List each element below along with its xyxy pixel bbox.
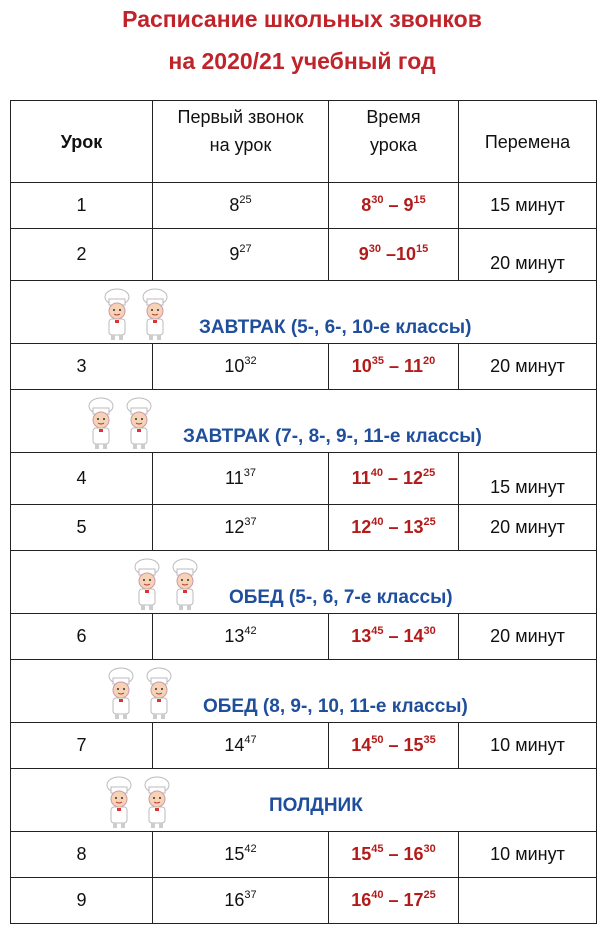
break-row-breakfast-1 (11, 281, 597, 344)
table-row (11, 453, 597, 505)
break-cell (11, 390, 597, 453)
title-line-1: Расписание школьных звонков (122, 6, 482, 32)
break-duration: 20 минут (459, 614, 597, 660)
first-bell-time: $13^{42}$ (153, 614, 329, 660)
title-line-2: на 2020/21 учебный год (168, 48, 436, 74)
break-cell (11, 281, 597, 344)
break-duration (459, 878, 597, 924)
header-lesson: Урок (11, 101, 153, 183)
lesson-number: 4 (11, 453, 153, 505)
first-bell-time: $12^{37}$ (153, 505, 329, 551)
break-label: ЗАВТРАК (5-, 6-, 10-е классы) (199, 317, 472, 338)
chefs-icon (129, 557, 209, 611)
table-row (11, 723, 597, 769)
table-row (11, 878, 597, 924)
break-row-lunch-1 (11, 551, 597, 614)
break-duration: 15 минут (459, 453, 597, 505)
first-bell-time: $10^{32}$ (153, 344, 329, 390)
header-first-bell: Первый звонок на урок (153, 101, 329, 183)
lesson-time: $15^{45} - 16^{30}$ (329, 832, 459, 878)
table-row (11, 832, 597, 878)
lesson-time: $16^{40} - 17^{25}$ (329, 878, 459, 924)
break-duration: 20 минут (459, 229, 597, 281)
first-bell-time: $15^{42}$ (153, 832, 329, 878)
lesson-time: $13^{45} - 14^{30}$ (329, 614, 459, 660)
table-row (11, 183, 597, 229)
break-duration: 10 минут (459, 832, 597, 878)
table-row (11, 229, 597, 281)
break-row-snack (11, 769, 597, 832)
break-label: ЗАВТРАК (7-, 8-, 9-, 11-е классы) (183, 426, 482, 447)
lesson-number: 7 (11, 723, 153, 769)
lesson-time: $10^{35} - 11^{20}$ (329, 344, 459, 390)
lesson-number: 1 (11, 183, 153, 229)
break-duration: 20 минут (459, 344, 597, 390)
lesson-time: $12^{40} - 13^{25}$ (329, 505, 459, 551)
lesson-number: 3 (11, 344, 153, 390)
lesson-number: 8 (11, 832, 153, 878)
first-bell-time: $11^{37}$ (153, 453, 329, 505)
break-label: ПОЛДНИК (269, 795, 363, 816)
break-label: ОБЕД (8, 9-, 10, 11-е классы) (203, 696, 468, 717)
header-lesson-time: Время урока (329, 101, 459, 183)
table-row (11, 614, 597, 660)
lesson-time: $9^{30}$ $-10^{15}$ (329, 229, 459, 281)
chefs-icon (83, 396, 163, 450)
chefs-icon (99, 287, 179, 341)
break-duration: 15 минут (459, 183, 597, 229)
lesson-number: 6 (11, 614, 153, 660)
table-header-row (11, 101, 597, 183)
first-bell-time: $16^{37}$ (153, 878, 329, 924)
lesson-number: 9 (11, 878, 153, 924)
bell-schedule-table (10, 100, 597, 924)
break-label: ОБЕД (5-, 6, 7-е классы) (229, 587, 453, 608)
break-cell (11, 769, 597, 832)
break-row-breakfast-2 (11, 390, 597, 453)
first-bell-time: $8^{25}$ (153, 183, 329, 229)
chefs-icon (103, 666, 183, 720)
lesson-time: $11^{40} - 12^{25}$ (329, 453, 459, 505)
first-bell-time: $9^{27}$ (153, 229, 329, 281)
break-row-lunch-2 (11, 660, 597, 723)
lesson-time: $8^{30} - 9^{15}$ (329, 183, 459, 229)
table-row (11, 344, 597, 390)
header-break: Перемена (459, 101, 597, 183)
break-duration: 20 минут (459, 505, 597, 551)
table-row (11, 505, 597, 551)
chefs-icon (101, 775, 181, 829)
break-duration: 10 минут (459, 723, 597, 769)
first-bell-time: $14^{47}$ (153, 723, 329, 769)
lesson-number: 2 (11, 229, 153, 281)
lesson-time: $14^{50} - 15^{35}$ (329, 723, 459, 769)
break-cell (11, 551, 597, 614)
break-cell (11, 660, 597, 723)
lesson-number: 5 (11, 505, 153, 551)
